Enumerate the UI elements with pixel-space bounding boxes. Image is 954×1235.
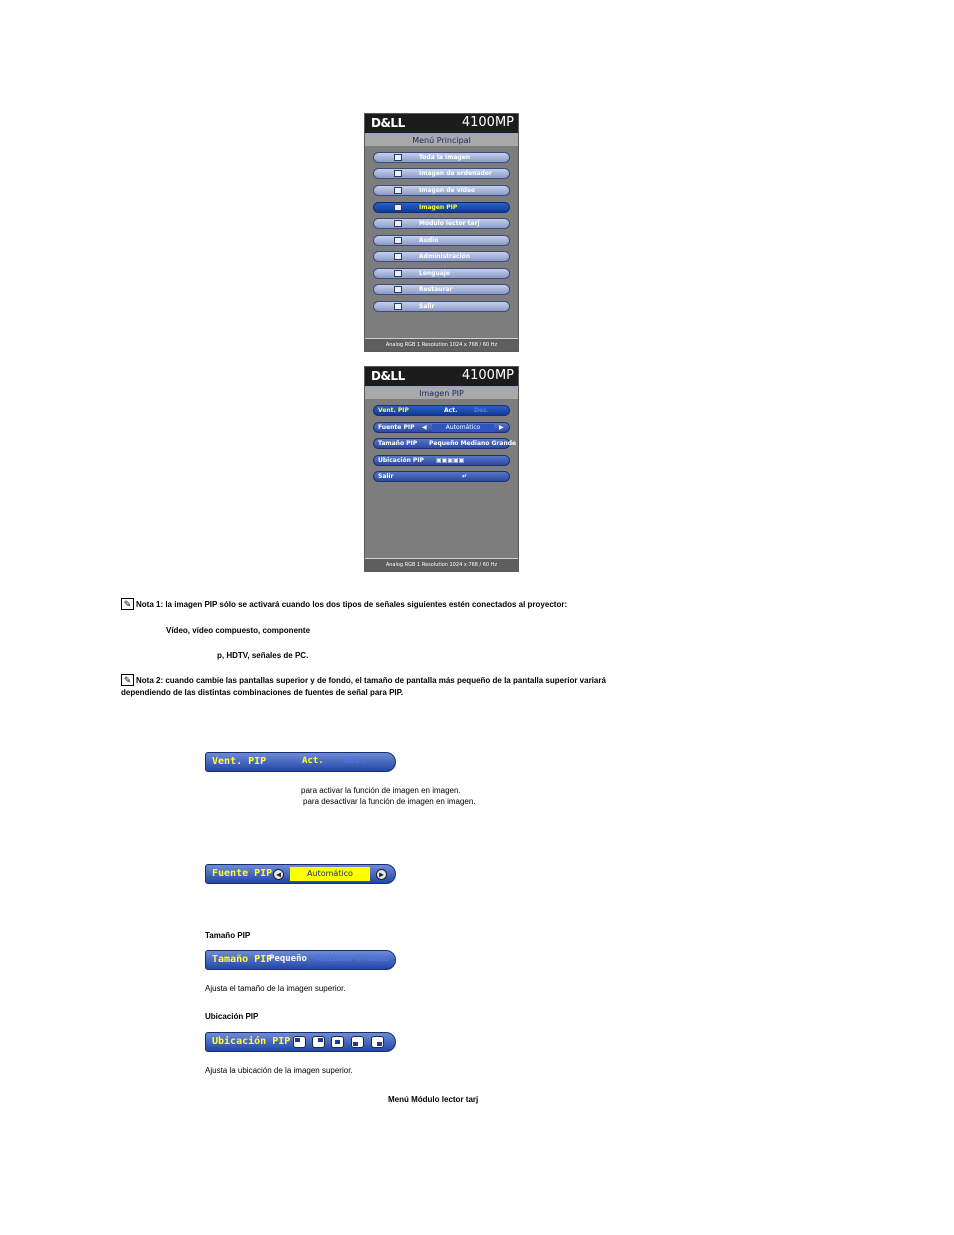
position-center-icon[interactable]	[331, 1036, 344, 1048]
menu-item-imagen-de-ordenador[interactable]	[373, 168, 510, 179]
note-2-line-2: dependiendo de las distintas combinaciones de fuentes de señal para PIP.	[121, 688, 404, 697]
menu-item-label: Restaurar	[419, 286, 453, 293]
right-arrow-icon[interactable]: ▶	[499, 424, 504, 431]
menu-item-lenguaje[interactable]	[373, 268, 510, 279]
vent-on-option[interactable]: Act.	[444, 407, 458, 414]
note-1-text: Nota 1: la imagen PIP sólo se activará cuando los dos tipos de señales siguientes estén conectados al proyector:	[136, 600, 568, 609]
fuente-pip-bar[interactable]	[205, 864, 396, 884]
vent-pip-bar[interactable]	[205, 752, 396, 772]
menu-item-toda-la-imagen[interactable]	[373, 152, 510, 163]
menu-item-audio[interactable]	[373, 235, 510, 246]
menu-item-label: Imagen de ordenador	[419, 170, 492, 177]
left-arrow-icon[interactable]: ◀	[273, 869, 284, 880]
card-reader-icon	[394, 220, 402, 227]
row-label: Tamaño PIP	[378, 440, 418, 447]
vent-off-option[interactable]: Des.	[344, 756, 366, 766]
bar-label: Vent. PIP	[212, 756, 267, 767]
restore-icon	[394, 286, 402, 293]
row-label: Salir	[378, 473, 394, 480]
tamano-description: Ajusta el tamaño de la imagen superior.	[205, 984, 346, 993]
position-bottom-right-icon[interactable]	[371, 1036, 384, 1048]
bar-label: Ubicación PIP	[212, 1036, 291, 1047]
note-icon: ✎	[121, 598, 134, 610]
note-2-line-1: Nota 2: cuando cambie las pantallas superior y de fondo, el tamaño de pantalla más pequeño de la pantalla superior variará	[136, 676, 606, 685]
note-icon: ✎	[121, 674, 134, 686]
model-label: 4100MP	[461, 115, 514, 130]
menu-item-imagen-de-video[interactable]	[373, 185, 510, 196]
pip-icon	[394, 204, 402, 211]
menu-item-label: Lenguaje	[419, 270, 450, 277]
menu-item-imagen-pip[interactable]	[373, 202, 510, 213]
dell-logo: D&LL	[371, 369, 405, 383]
exit-icon	[394, 303, 402, 310]
note-1-line-3: p, HDTV, señales de PC.	[217, 651, 309, 660]
pip-row-vent[interactable]	[373, 405, 510, 416]
video-icon	[394, 187, 402, 194]
osd-header	[365, 114, 518, 135]
ubicacion-pip-bar[interactable]	[205, 1032, 396, 1052]
fuente-value: Automático	[432, 424, 494, 432]
vent-description-1: para activar la función de imagen en imagen.	[301, 786, 461, 795]
menu-item-restaurar[interactable]	[373, 284, 510, 295]
menu-title: Menú Principal	[365, 135, 518, 146]
bar-label: Tamaño PIP	[212, 954, 273, 965]
menu-item-label: Audio	[419, 237, 439, 244]
tamano-pip-bar[interactable]	[205, 950, 396, 970]
monitor-icon	[394, 154, 402, 161]
globe-icon	[394, 270, 402, 277]
speaker-icon	[394, 237, 402, 244]
menu-item-label: Toda la imagen	[419, 154, 471, 161]
osd-status-footer: Analog RGB 1 Resolution 1024 x 768 / 60 Hz	[365, 338, 518, 351]
model-label: 4100MP	[461, 368, 514, 383]
menu-item-modulo-lector-tarj[interactable]	[373, 218, 510, 229]
row-label: Fuente PIP	[378, 424, 415, 431]
next-section-heading: Menú Módulo lector tarj	[388, 1095, 479, 1104]
menu-item-label: Imagen de vídeo	[419, 187, 476, 194]
dell-logo: D&LL	[371, 116, 405, 130]
menu-item-label: Módulo lector tarj	[419, 220, 480, 227]
tamano-options[interactable]: Pequeño Mediano Grande	[429, 440, 517, 447]
note-1-line-2: Vídeo, vídeo compuesto, componente	[166, 626, 311, 635]
return-icon: ↵	[462, 473, 468, 480]
admin-icon	[394, 253, 402, 260]
bar-label: Fuente PIP	[212, 868, 273, 879]
position-top-right-icon[interactable]	[312, 1036, 325, 1048]
pip-row-salir[interactable]	[373, 471, 510, 482]
tamano-heading: Tamaño PIP	[205, 931, 251, 940]
menu-item-salir[interactable]	[373, 301, 510, 312]
size-large-option[interactable]: Grande	[356, 954, 389, 964]
pip-row-fuente[interactable]	[373, 422, 510, 433]
position-top-left-icon[interactable]	[293, 1036, 306, 1048]
size-medium-option[interactable]: Mediano	[315, 954, 353, 964]
left-arrow-icon[interactable]: ◀	[422, 424, 427, 431]
position-bottom-left-icon[interactable]	[351, 1036, 364, 1048]
osd-header	[365, 367, 518, 388]
pip-menu-panel	[364, 366, 519, 572]
right-arrow-icon[interactable]: ▶	[376, 869, 387, 880]
vent-off-option[interactable]: Des.	[474, 407, 489, 414]
size-small-option[interactable]: Pequeño	[269, 954, 307, 964]
menu-title: Imagen PIP	[365, 388, 518, 399]
ubicacion-heading: Ubicación PIP	[205, 1012, 259, 1021]
menu-item-label: Administración	[419, 253, 471, 260]
fuente-value: Automático	[290, 867, 370, 881]
osd-status-footer: Analog RGB 1 Resolution 1024 x 768 / 60 Hz	[365, 558, 518, 571]
row-label: Ubicación PIP	[378, 457, 424, 464]
menu-item-label: Salir	[419, 303, 435, 310]
row-label: Vent. PIP	[378, 407, 409, 414]
pip-row-ubicacion[interactable]	[373, 455, 510, 466]
pip-row-tamano[interactable]	[373, 438, 517, 449]
vent-description-2: para desactivar la función de imagen en imagen.	[303, 797, 476, 806]
menu-item-label: Imagen PIP	[419, 204, 458, 211]
computer-icon	[394, 170, 402, 177]
position-icons[interactable]: ▣▣▣▣▣	[436, 457, 465, 464]
main-menu-panel	[364, 113, 519, 352]
vent-on-option[interactable]: Act.	[302, 756, 324, 766]
menu-item-administracion[interactable]	[373, 251, 510, 262]
ubicacion-description: Ajusta la ubicación de la imagen superior.	[205, 1066, 353, 1075]
